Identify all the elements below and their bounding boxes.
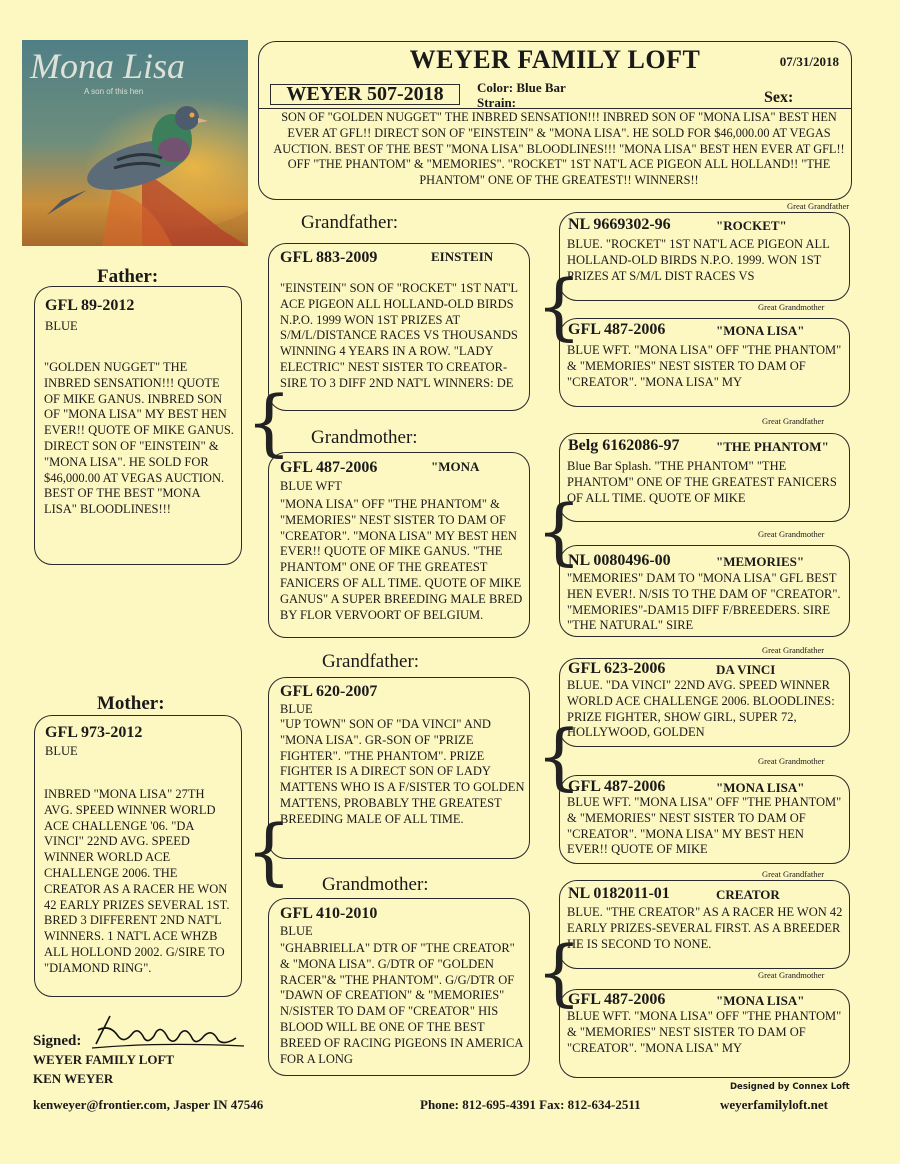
paternal-grandmother-card	[268, 452, 530, 638]
gg1-name: "ROCKET"	[716, 218, 787, 233]
subject-sex: Sex:	[764, 89, 794, 106]
gm2-brace: {	[536, 930, 582, 1014]
designer-credit: Designed by Connex Loft	[730, 1082, 850, 1092]
mother-description: INBRED "MONA LISA" 27TH AVG. SPEED WINNER WORLD ACE CHALLENGE '06. "DA VINCI" 22ND AVG. SPEED WINNER WORLD ACE CHALLENGE 2006. THE CREATOR AS A RACER HE WON 42 EARLY PRIZES SEVERAL 1ST. BRED 3 DIFFERENT 2ND NAT'L WINNERS. 1 NAT'L ACE WHZB ALL HOLLOND 2002. G/SIRE TO "DIAMOND RING".	[44, 787, 230, 975]
gg7-name: CREATOR	[716, 887, 780, 902]
pedigree-header	[258, 41, 852, 200]
grandmother-label-2: Grandmother:	[322, 874, 429, 895]
gg7-band: NL 0182011-01	[568, 885, 670, 902]
signed-label: Signed:	[33, 1033, 82, 1049]
header-divider	[259, 108, 851, 109]
picture-title: Mona Lisa	[30, 46, 186, 86]
signature-loft-name: WEYER FAMILY LOFT	[33, 1052, 175, 1067]
great-grandparent-card-6	[559, 775, 850, 864]
paternal-grandmother-description: "MONA LISA" OFF "THE PHANTOM" & "MEMORIES" NEST SISTER TO DAM OF "CREATOR". "MONA LISA" MY BEST HEN EVER!! QUOTE OF MIKE GANUS. "THE PHANTOM" ONE OF THE GREATEST FANICERS OF ALL TIME. QUOTE OF MIKE GANUS" A SUPER BREEDING MALE BRED BY FLOR VERVOORT OF BELGIUM.	[280, 497, 523, 622]
gg6-name: "MONA LISA"	[716, 780, 805, 795]
great-grandfather-label-2: Great Grandfather	[762, 416, 825, 426]
great-grandparent-card-7	[559, 880, 850, 969]
pigeon-illustration	[22, 40, 248, 246]
gg1-band: NL 9669302-96	[568, 216, 671, 233]
gg6-band: GFL 487-2006	[568, 778, 666, 795]
maternal-grandfather-description: "UP TOWN" SON OF "DA VINCI" AND "MONA LISA". GR-SON OF "PRIZE FIGHTER". "THE PHANTOM". PRIZE FIGHTER IS A DIRECT SON OF LADY MATTENS WHO IS A F/SISTER TO GOLDEN MATTENS, PROBABLY THE GREATEST BREEDING MALE OF ALL TIME.	[280, 717, 525, 826]
maternal-grandmother-card	[268, 898, 530, 1076]
gg8-name: "MONA LISA"	[716, 993, 805, 1008]
mother-band: GFL 973-2012	[45, 724, 143, 741]
signature-image	[88, 1008, 248, 1056]
father-band: GFL 89-2012	[45, 297, 135, 314]
maternal-grandfather-color: BLUE	[280, 702, 313, 716]
paternal-grandmother-name: "MONA	[431, 459, 480, 474]
mother-card	[34, 715, 242, 997]
paternal-grandfather-description: "EINSTEIN" SON OF "ROCKET" 1ST NAT'L ACE PIGEON ALL HOLLAND-OLD BIRDS N.P.O. 1999 WON 1ST PRIZES AT S/M/L/DISTANCE RACES VS THOUSANDS WINNING 4 YEARS IN A ROW. "LADY ELECTRIC" NEST SISTER TO CREATOR-SIRE TO 3 DIFF 2ND NAT'L WINNERS: DE	[280, 281, 518, 390]
gg4-band: NL 0080496-00	[568, 552, 671, 569]
gg7-description: BLUE. "THE CREATOR" AS A RACER HE WON 42 EARLY PRIZES-SEVERAL FIRST. AS A BREEDER HE IS SECOND TO NONE.	[567, 905, 843, 951]
father-brace: {	[246, 380, 292, 464]
subject-strain: Strain:	[477, 95, 516, 110]
maternal-grandmother-band: GFL 410-2010	[280, 905, 378, 922]
picture-subtitle: A son of this hen	[84, 87, 144, 96]
gg3-name: "THE PHANTOM"	[716, 439, 829, 454]
great-grandparent-card-1	[559, 212, 850, 301]
mona-lisa-photo	[22, 40, 248, 246]
mother-color: BLUE	[45, 744, 78, 758]
gm1-brace: {	[536, 489, 582, 573]
gf1-brace: {	[536, 264, 582, 348]
gg3-band: Belg 6162086-97	[568, 437, 680, 454]
maternal-grandmother-description: "GHABRIELLA" DTR OF "THE CREATOR" & "MONA LISA". G/DTR OF "GOLDEN RACER"& "THE PHANTOM". G/G/DTR OF "DAWN OF CREATION" & "MEMORIES" N/SISTER TO DAM OF "CREATOR" HIS BLOOD WILL BE ONE OF THE BEST BREED OF RACING PIGEONS IN AMERICA FOR A LONG	[280, 941, 523, 1066]
gg4-name: "MEMORIES"	[716, 554, 805, 569]
contact-email[interactable]: kenweyer@frontier.com, Jasper IN 47546	[33, 1097, 264, 1112]
paternal-grandmother-color: BLUE WFT	[280, 479, 342, 493]
contact-phone: Phone: 812-695-4391 Fax: 812-634-2511	[420, 1097, 641, 1112]
great-grandfather-label-4: Great Grandfather	[762, 869, 825, 879]
mother-label: Mother:	[97, 693, 165, 714]
gg8-band: GFL 487-2006	[568, 991, 666, 1008]
paternal-grandmother-band: GFL 487-2006	[280, 459, 378, 476]
gf2-brace: {	[536, 714, 582, 798]
great-grandmother-label-3: Great Grandmother	[758, 756, 825, 766]
paternal-grandfather-band: GFL 883-2009	[280, 249, 378, 266]
loft-title: WEYER FAMILY LOFT	[409, 45, 701, 74]
grandmother-label: Grandmother:	[311, 427, 418, 448]
subject-description: SON OF "GOLDEN NUGGET" THE INBRED SENSATION!!! INBRED SON OF "MONA LISA" BEST HEN EVER AT GFL!! DIRECT SON OF "EINSTEIN" & "MONA LISA". HE SOLD FOR $46,000.00 AT VEGAS AUCTION. BEST OF THE BEST "MONA LISA" BLOODLINES!!! "MONA LISA" BEST HEN EVER AT GFL!! OFF "THE PHANTOM" & "MEMORIES". "ROCKET" 1ST NAT'L ACE PIGEON ALL HOLLAND!! "THE PHANTOM" ONE OF THE GREATEST!! WINNERS!!	[273, 110, 845, 188]
maternal-grandfather-card	[268, 677, 530, 859]
gg5-description: BLUE. "DA VINCI" 22ND AVG. SPEED WINNER WORLD ACE CHALLENGE 2006. BLOODLINES: PRIZE FIGHTER, SHOW GIRL, SUPER 72, HOLLYWOOD, GOLDEN	[567, 678, 835, 740]
great-grandfather-label-3: Great Grandfather	[762, 645, 825, 655]
father-color: BLUE	[45, 319, 78, 333]
father-description: "GOLDEN NUGGET" THE INBRED SENSATION!!! QUOTE OF MIKE GANUS. INBRED SON OF "MONA LISA" MY BEST HEN EVER!! QUOTE OF MIKE GANUS. DIRECT SON OF "EINSTEIN" & "MONA LISA". HE SOLD FOR $46,000.00 AT VEGAS AUCTION. BEST OF THE BEST "MONA LISA" BLOODLINES!!!	[44, 360, 234, 517]
great-grandmother-label-1: Great Grandmother	[758, 302, 825, 312]
subject-band-number: WEYER 507-2018	[270, 84, 460, 105]
gg2-band: GFL 487-2006	[568, 321, 666, 338]
paternal-grandfather-card	[268, 243, 530, 411]
paternal-grandfather-name: EINSTEIN	[431, 249, 494, 264]
website-link[interactable]: weyerfamilyloft.net	[720, 1097, 828, 1112]
grandfather-label: Grandfather:	[301, 212, 399, 233]
maternal-grandfather-band: GFL 620-2007	[280, 683, 378, 700]
gg6-description: BLUE WFT. "MONA LISA" OFF "THE PHANTOM" & "MEMORIES" NEST SISTER TO DAM OF "CREATOR". "MONA LISA" MY BEST HEN EVER!! QUOTE OF MIKE	[567, 795, 842, 857]
great-grandparent-card-4	[559, 545, 850, 637]
great-grandmother-label-4: Great Grandmother	[758, 970, 825, 980]
subject-color: Color: Blue Bar	[477, 80, 566, 95]
gg3-description: Blue Bar Splash. "THE PHANTOM" "THE PHANTOM" ONE OF THE GREATEST FANICERS OF ALL TIME. QUOTE OF MIKE	[567, 459, 837, 505]
gg1-description: BLUE. "ROCKET" 1ST NAT'L ACE PIGEON ALL HOLLAND-OLD BIRDS N.P.O. 1999. WON 1ST PRIZES AT S/M/L DIST RACES VS	[567, 237, 830, 283]
gg4-description: "MEMORIES" DAM TO "MONA LISA" GFL BEST HEN EVER!. N/SIS TO THE DAM OF "CREATOR". "MEMORIES"-DAM15 DIFF F/BREEDERS. SIRE "THE NATURAL" SIRE	[567, 571, 841, 633]
father-card	[34, 286, 242, 565]
great-grandparent-card-8	[559, 989, 850, 1078]
gg2-name: "MONA LISA"	[716, 323, 805, 338]
signature-owner-name: KEN WEYER	[33, 1071, 114, 1086]
great-grandmother-label-2: Great Grandmother	[758, 529, 825, 539]
great-grandparent-card-3	[559, 433, 850, 522]
mother-brace: {	[246, 809, 292, 893]
grandfather-label-2: Grandfather:	[322, 651, 420, 672]
pedigree-date: 07/31/2018	[779, 54, 839, 69]
gg5-name: DA VINCI	[716, 662, 776, 677]
gg2-description: BLUE WFT. "MONA LISA" OFF "THE PHANTOM" & "MEMORIES" NEST SISTER TO DAM OF "CREATOR". "MONA LISA" MY	[567, 343, 842, 389]
gg5-band: GFL 623-2006	[568, 660, 666, 677]
great-grandparent-card-5	[559, 658, 850, 747]
gg8-description: BLUE WFT. "MONA LISA" OFF "THE PHANTOM" & "MEMORIES" NEST SISTER TO DAM OF "CREATOR". "MONA LISA" MY	[567, 1009, 842, 1055]
great-grandparent-card-2	[559, 318, 850, 407]
maternal-grandmother-color: BLUE	[280, 924, 313, 938]
father-label: Father:	[97, 266, 159, 287]
great-grandfather-label-1: Great Grandfather	[787, 201, 850, 211]
